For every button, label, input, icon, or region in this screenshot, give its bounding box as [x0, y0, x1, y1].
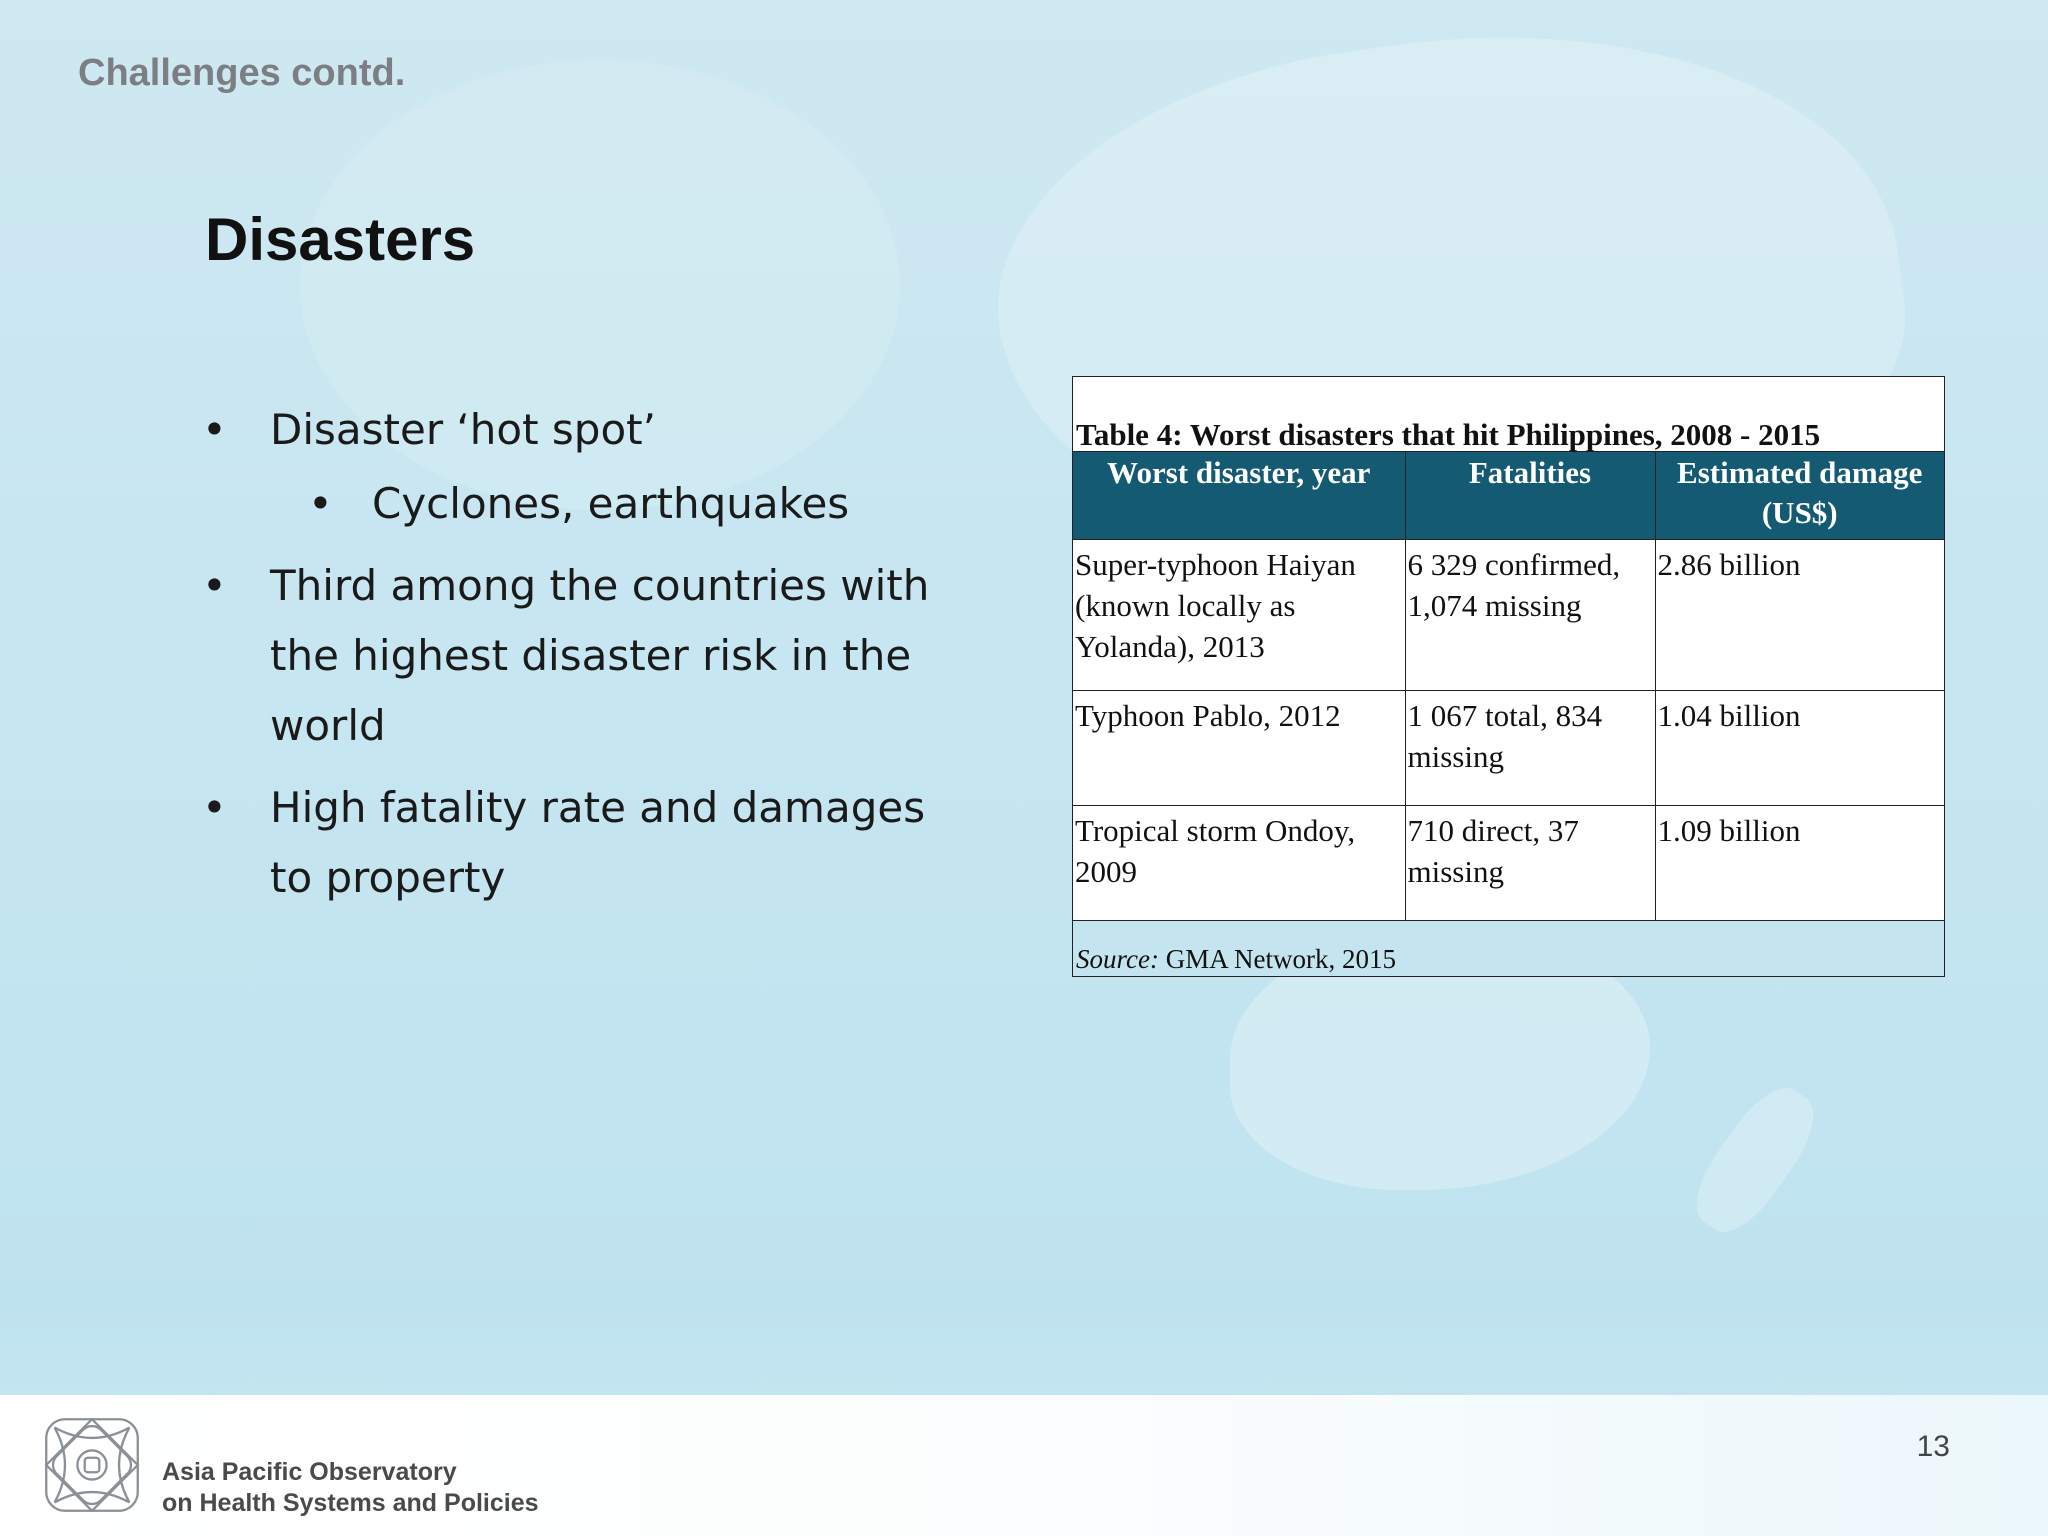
table-cell: 1.04 billion [1655, 691, 1944, 806]
disaster-table [1072, 376, 1945, 977]
organization-name-line: Asia Pacific Observatory [162, 1458, 457, 1486]
sub-bullet-item: • Cyclones, earthquakes [200, 469, 980, 539]
observatory-knot-logo-icon [40, 1413, 144, 1517]
table-cell: Typhoon Pablo, 2012 [1073, 691, 1405, 806]
table-cell: 2.86 billion [1655, 540, 1944, 691]
table-source [1073, 920, 1944, 976]
table-row [1073, 691, 1944, 806]
table-cell: Super-typhoon Haiyan (known locally as Yolanda), 2013 [1073, 540, 1405, 691]
table-cell: 710 direct, 37 missing [1405, 806, 1655, 921]
organization-name [162, 1457, 539, 1519]
table-grid [1073, 451, 1944, 920]
table-cell: 1.09 billion [1655, 806, 1944, 921]
column-header: Estimated damage (US$) [1655, 452, 1944, 540]
footer [0, 1395, 2048, 1536]
column-header: Fatalities [1405, 452, 1655, 540]
table-cell: 6 329 confirmed, 1,074 missing [1405, 540, 1655, 691]
section-label: Challenges contd. [78, 52, 406, 94]
page-number: 13 [1916, 1430, 1950, 1463]
bullet-item: • Third among the countries with the highest disaster risk in the world [200, 551, 980, 761]
bullet-item: • Disaster ‘hot spot’ [200, 395, 980, 465]
map-background-shape [1680, 1074, 1829, 1245]
bullet-list [200, 395, 980, 925]
bullet-item: • High fatality rate and damages to property [200, 773, 980, 913]
table-cell: Tropical storm Ondoy, 2009 [1073, 806, 1405, 921]
table-caption: Table 4: Worst disasters that hit Philippines, 2008 - 2015 [1076, 417, 1821, 452]
source-label: Source: [1076, 944, 1159, 974]
table-row [1073, 806, 1944, 921]
slide-title: Disasters [205, 206, 476, 273]
table-cell: 1 067 total, 834 missing [1405, 691, 1655, 806]
column-header: Worst disaster, year [1073, 452, 1405, 540]
table-header-row [1073, 452, 1944, 540]
organization-name-line: on Health Systems and Policies [162, 1489, 539, 1517]
table-row [1073, 540, 1944, 691]
source-text: GMA Network, 2015 [1158, 944, 1396, 974]
